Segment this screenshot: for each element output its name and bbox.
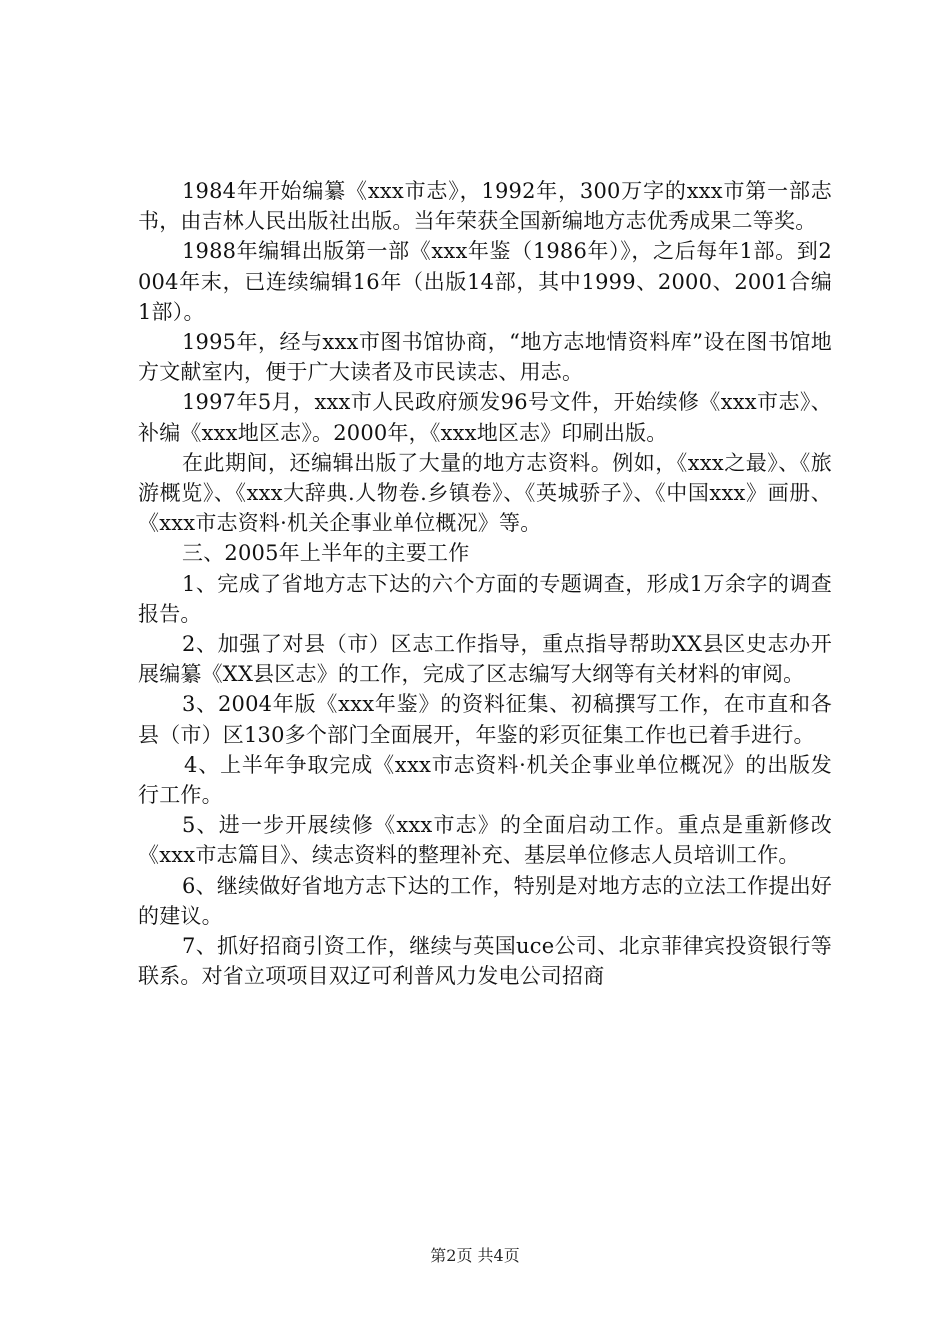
paragraph-1997-revision: 1997年5月，xxx市人民政府颁发96号文件，开始续修《xxx市志》、补编《xxx地区志》。2000年，《xxx地区志》印刷出版。 xyxy=(138,390,832,445)
list-item-3: 3、2004年版《xxx年鉴》的资料征集、初稿撰写工作，在市直和各县（市）区130多个部门全面展开，年鉴的彩页征集工作也已着手进行。 xyxy=(138,692,832,747)
list-item-2: 2、加强了对县（市）区志工作指导，重点指导帮助XX县区史志办开展编纂《XX县区志》的工作，完成了区志编写大纲等有关材料的审阅。 xyxy=(138,632,832,687)
list-item-6: 6、继续做好省地方志下达的工作，特别是对地方志的立法工作提出好的建议。 xyxy=(138,873,832,928)
list-item-7: 7、抓好招商引资工作，继续与英国uce公司、北京菲律宾投资银行等联系。对省立项项目双辽可利普风力发电公司招商 xyxy=(138,934,832,989)
list-item-4: 4、上半年争取完成《xxx市志资料·机关企事业单位概况》的出版发行工作。 xyxy=(138,752,832,808)
paragraph-1995-database: 1995年，经与xxx市图书馆协商，“地方志地情资料库”设在图书馆地方文献室内，便于广大读者及市民读志、用志。 xyxy=(138,330,832,385)
section-heading-2005-work: 三、2005年上半年的主要工作 xyxy=(182,541,470,566)
paragraph-1988-yearbook: 1988年编辑出版第一部《xxx年鉴（1986年）》，之后每年1部。到2004年末，已连续编辑16年（出版14部，其中1999、2000、2001合编1部）。 xyxy=(138,239,832,324)
paragraph-1984-city-gazetteer: 1984年开始编纂《xxx市志》，1992年，300万字的xxx市第一部志书，由吉林人民出版社出版。当年荣获全国新编地方志优秀成果二等奖。 xyxy=(138,179,832,234)
paragraph-publications: 在此期间，还编辑出版了大量的地方志资料。例如，《xxx之最》、《旅游概览》、《xxx大辞典.人物卷.乡镇卷》、《英城骄子》、《中国xxx》画册、《xxx市志资料·机关企事业单位概况》等。 xyxy=(138,450,832,536)
document-body xyxy=(138,176,832,991)
list-item-5: 5、进一步开展续修《xxx市志》的全面启动工作。重点是重新修改《xxx市志篇目》、续志资料的整理补充、基层单位修志人员培训工作。 xyxy=(138,813,832,868)
page-number-footer: 第2页 共4页 xyxy=(430,1246,520,1265)
list-item-1: 1、完成了省地方志下达的六个方面的专题调查，形成1万余字的调查报告。 xyxy=(138,571,832,626)
